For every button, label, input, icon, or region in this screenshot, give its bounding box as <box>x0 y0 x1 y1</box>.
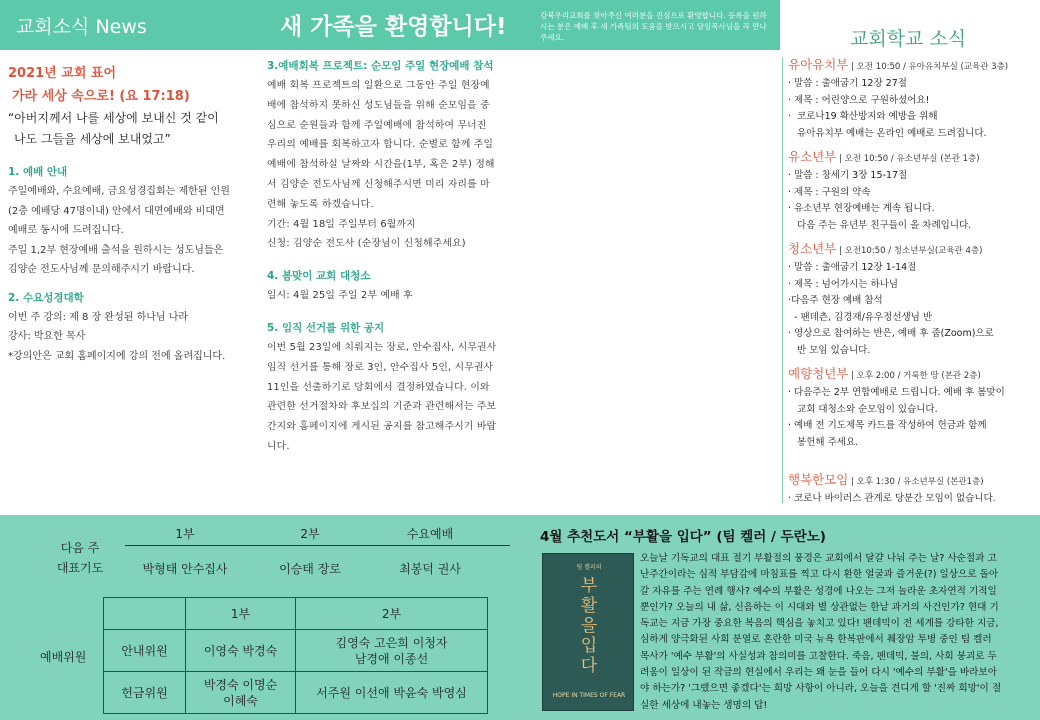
dept-name: 청소년부 <box>788 241 837 256</box>
rep-header-2: 2부 <box>300 527 320 541</box>
table-cell: 박경숙 이명순 이혜숙 <box>186 672 296 714</box>
table-cell: 이영숙 박경숙 <box>186 630 296 672</box>
recovery-line: 련해 놓도록 하겠습니다. <box>267 198 374 210</box>
dept-item: 다음 주는 유년부 친구들이 올 차례입니다. <box>788 219 972 231</box>
dept-item: · 코로나19 확산방지와 예방을 위해 <box>788 111 938 122</box>
book-text-line: 독교는 지금 가장 중요한 복음의 핵심을 놓치고 있다! 팬데믹이 전 세계를 강타한 지금, <box>640 618 999 630</box>
dept-item: · 말씀 : 출애굽기 12장 1-14절 <box>788 262 917 273</box>
recovery-line: 예배에 참석하실 날짜와 시간을(1부, 혹은 2부) 정해 <box>267 159 495 171</box>
book-cover-image <box>542 553 634 711</box>
dept-name: 유소년부 <box>788 149 837 164</box>
book-text-line: 목사가 '예수 부활'의 사실성과 참의미를 고찰한다. 죽음, 팬데믹, 불의, 사회 붕괴로 두 <box>640 650 997 662</box>
dept-meta: | 오전 10:50 / 유소년부실 (본관 1층) <box>836 154 980 164</box>
section-worship-recovery-heading: 3.예배회복 프로젝트: 순모임 주일 현장예배 참석 <box>267 60 494 72</box>
welcome-title: 새 가족을 환영합니다! <box>280 14 507 40</box>
election-line: 11인을 선출하기로 당회에서 결정하였습니다. 이와 <box>267 381 490 393</box>
label-line: 다음 주 <box>60 541 100 555</box>
bible-college-line: 이번 주 강의: 제 8 장 완성된 하나님 나라 <box>8 311 189 323</box>
worship-committee-table <box>103 597 488 714</box>
election-line: 니다. <box>267 440 290 452</box>
label-line: 대표기도 <box>56 561 104 575</box>
bible-college-line: 강사: 박요한 목사 <box>8 331 86 342</box>
rep-header-1: 1부 <box>175 527 195 541</box>
worship-line: 주일 1,2부 현장예배 출석을 원하시는 성도님들은 <box>8 244 224 256</box>
rep-header-wed: 수요예배 <box>406 527 454 541</box>
motto-verse: 가라 세상 속으로! (요 17:18) <box>12 89 190 104</box>
recovery-line: 우리의 예배를 회복하고자 합니다. 순별로 함께 주일 <box>267 139 494 151</box>
cleaning-line: 일시: 4월 25일 주일 2부 예배 후 <box>267 290 413 302</box>
book-text-line: 갈 자유를 주는 연례 행사? 예수의 부활은 성경에 나오는 그저 놀라운 초자연적 기적일 <box>640 585 997 597</box>
worship-line: 예배로 동시에 드려집니다. <box>8 225 124 236</box>
dept-item: ·다음주 현장 예배 참석 <box>788 295 883 306</box>
cover-title-char: 다 <box>580 656 598 676</box>
dept-name: 유아유치부 <box>788 57 849 72</box>
table-cell: 김영숙 고은희 이청자 남경애 이종선 <box>296 630 488 672</box>
dept-young-adults <box>788 365 1038 451</box>
recovery-line: 예배 회복 프로젝트의 일환으로 그동안 주일 현장예 <box>267 80 490 91</box>
worship-line: 김양순 전도사님께 문의해주시기 바랍니다. <box>8 264 195 275</box>
cover-title-char: 입 <box>580 636 598 656</box>
section-election-heading: 5. 임직 선거를 위한 공지 <box>267 321 385 334</box>
worship-line: 주일예배와, 수요예배, 금요성경집회는 제한된 인원 <box>8 186 230 197</box>
section-worship-heading: 1. 예배 안내 <box>8 166 68 178</box>
representative-prayer-label <box>50 538 110 578</box>
role-cell: 헌금위원 <box>104 672 186 714</box>
recovery-line: 기간: 4월 18일 주일부터 6월까지 <box>267 218 416 230</box>
church-school-title: 교회학교 소식 <box>850 28 967 50</box>
left-column <box>8 62 258 366</box>
dept-item: 유아유치부 예배는 온라인 예배로 드려집니다. <box>788 127 987 139</box>
dept-name: 예향청년부 <box>788 366 849 381</box>
dept-item: · 영상으로 참여하는 반은, 예배 후 줌(Zoom)으로 <box>788 328 994 339</box>
middle-column <box>267 56 513 457</box>
dept-meta: | 오후 1:30 / 유소년부실 (본관1층) <box>848 477 984 487</box>
book-recommendation-title: 4월 추천도서 “부활을 입다” (팀 켈러 / 두란노) <box>540 529 826 545</box>
book-description <box>640 551 1035 714</box>
election-line: 간지와 홈페이지에 게시된 공지를 참고해주시기 바랍 <box>267 421 497 433</box>
election-line: 관련한 선거절차와 후보십의 기준과 관련해서는 주보 <box>267 401 497 413</box>
dept-item: · 제목 : 넘어가시는 하나님 <box>788 278 899 290</box>
dept-children <box>788 148 1038 234</box>
dept-item: · 코로나 바이러스 관계로 당분간 모임이 없습니다. <box>788 493 996 504</box>
section-bible-college-heading: 2. 수요성경대학 <box>8 291 84 304</box>
dept-item: · 제목 : 어린양으로 구원하셨어요! <box>788 94 930 106</box>
recovery-line: 서 김양순 전도사님께 신청해주시면 미리 자리를 마 <box>267 178 490 190</box>
motto-title: 2021년 교회 표어 <box>8 66 117 81</box>
rep-divider <box>125 545 510 546</box>
recovery-line: 배에 참석하지 못하신 성도님들을 위해 순모임을 중 <box>267 99 490 111</box>
recovery-line: 신청: 김양순 전도사 (순장님이 신청해주세요) <box>267 238 466 250</box>
cover-subtitle: HOPE IN TIMES OF FEAR <box>552 692 626 699</box>
welcome-note: 강북우리교회를 찾아주신 여러분을 진심으로 환영합니다. 등록을 원하시는 분은 예배 후 새 가족팀의 도움을 받으시고 담임목사님을 꼭 만나주세요. <box>540 11 767 42</box>
dept-item: 봉헌해 주세요. <box>788 436 859 448</box>
book-text-line: 실한 세상에 내놓는 생명의 답! <box>640 699 768 711</box>
dept-item: · 유소년부 현장예배는 계속 됩니다. <box>788 203 935 214</box>
dept-item: 반 모임 있습니다. <box>788 344 871 356</box>
bible-college-line: *강의안은 교회 홈페이지에 강의 전에 올려집니다. <box>8 350 226 362</box>
motto-quote-line: 나도 그들을 세상에 보내었고” <box>14 132 171 146</box>
dept-meta: | 오전10:50 / 청소년부실(교육관 4층) <box>836 246 983 256</box>
worship-line: (2층 예배당 47명이내) 안에서 대면예배와 비대면 <box>8 205 225 217</box>
role-cell: 안내위원 <box>104 630 186 672</box>
election-line: 임직 선거를 통해 장로 3인, 안수집사 5인, 시무권사 <box>267 361 494 373</box>
rep-value-wed: 최봉덕 권사 <box>399 562 461 576</box>
dept-kindergarten <box>788 56 1038 142</box>
book-text-line: 난주간이라는 심적 부담감에 마침표를 찍고 다시 환한 얼굴과 즐거운(?) 일상으로 돌아 <box>640 569 999 581</box>
book-text-line: 오늘날 기독교의 대표 절기 부활절의 풍경은 교회에서 달걀 나눠 주는 날? 사순절과 고 <box>640 553 997 564</box>
dept-item: · 말씀 : 창세기 3장 15-17절 <box>788 170 908 181</box>
table-corner <box>104 598 186 630</box>
dept-item: · 제목 : 구원의 약속 <box>788 186 871 198</box>
dept-item: - 팬데츤, 김경재/유우정선생님 반 <box>788 311 933 323</box>
news-title: 교회소식 News <box>16 16 147 38</box>
table-header: 1부 <box>186 598 296 630</box>
rep-value-2: 이승태 장로 <box>279 562 341 576</box>
cover-title-char: 을 <box>580 616 598 636</box>
dept-item: 교회 대청소와 순모임이 있습니다. <box>788 403 938 415</box>
cover-author: 팀 켈러의 <box>576 564 602 571</box>
rep-value-1: 박형태 안수집사 <box>142 562 228 576</box>
church-school-column <box>788 56 1038 514</box>
header-bar <box>0 0 780 50</box>
section-cleaning-heading: 4. 봄맞이 교회 대청소 <box>267 270 371 283</box>
book-text-line: 야 하는가? '그랬으면 좋겠다'는 희망 사항이 아니라, 오늘을 견디게 할 '진짜 희망'이 절 <box>640 683 1002 695</box>
dept-meta: | 오후 2:00 / 거룩한 땅 (본관 2층) <box>848 371 981 381</box>
table-header: 2부 <box>296 598 488 630</box>
dept-item: · 예배 전 기도제목 카드를 작성하여 헌금과 함께 <box>788 420 987 431</box>
dept-happy-group <box>788 471 1038 508</box>
book-text-line: 심하게 양극화된 사회 분열로 혼란한 미국 뉴욕 한복판에서 췌장암 투병 중인 팀 켈러 <box>640 634 992 646</box>
dept-youth <box>788 240 1038 359</box>
recovery-line: 심으로 순원들과 함께 주일예배에 참석하여 무너진 <box>267 119 487 131</box>
dept-meta: | 오전 10:50 / 유아유치부실 (교육관 3층) <box>848 62 1009 72</box>
election-line: 이번 5월 23일에 치뤄지는 장로, 안수집사, 시무권사 <box>267 341 497 353</box>
table-cell: 서주원 이선애 박윤숙 박영심 <box>296 672 488 714</box>
dept-item: · 말씀 : 출애굽기 12장 27절 <box>788 78 907 89</box>
motto-quote-line: “아버지께서 나를 세상에 보내신 것 같이 <box>8 111 219 125</box>
book-text-line: 려움이 일상이 된 작금의 현실에서 우리는 왜 눈을 들어 다시 '예수의 부활'을 바라보아 <box>640 667 997 679</box>
cover-title-char: 활 <box>580 596 598 616</box>
book-text-line: 뿐인가? 오늘의 내 삶, 신음하는 이 시대와 별 상관없는 한낱 과거의 사건인가? 현대 기 <box>640 601 999 613</box>
column-divider <box>782 58 783 503</box>
worship-committee-label: 예배위원 <box>40 650 87 664</box>
dept-name: 행복한모임 <box>788 472 849 487</box>
cover-title-char: 부 <box>580 576 598 596</box>
dept-item: · 다음주는 2부 연합예배로 드립니다. 예배 후 봄맞이 <box>788 387 1005 398</box>
